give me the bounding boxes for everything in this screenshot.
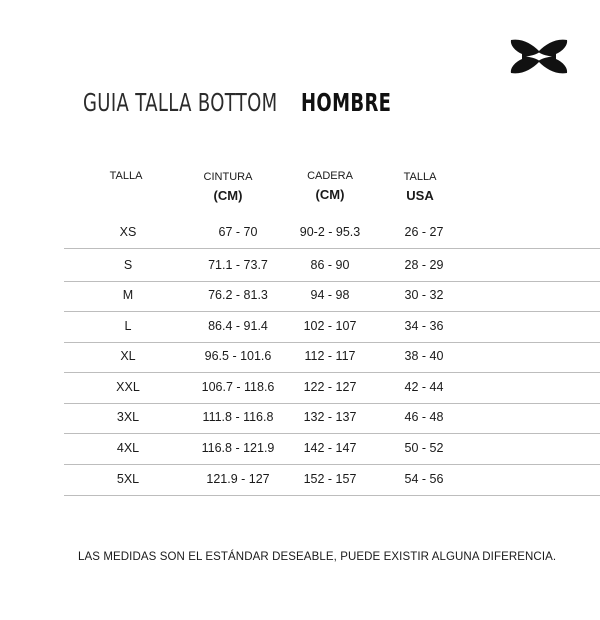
cell-talla: XS <box>119 225 137 239</box>
cell-talla: L <box>124 319 132 333</box>
cell-cintura: 96.5 - 101.6 <box>204 349 272 363</box>
cell-cadera: 94 - 98 <box>310 288 350 302</box>
table-row <box>64 402 600 432</box>
cell-cintura: 106.7 - 118.6 <box>201 380 275 394</box>
cell-cadera: 102 - 107 <box>303 319 357 333</box>
cell-cintura: 86.4 - 91.4 <box>208 319 268 333</box>
cell-talla: 5XL <box>116 472 140 486</box>
cell-cadera: 142 - 147 <box>303 441 357 455</box>
row-divider <box>64 248 600 249</box>
cell-cintura: 111.8 - 116.8 <box>202 410 274 424</box>
cell-talla: S <box>123 258 133 272</box>
table-row <box>64 341 600 371</box>
header-talla-usa: TALLA USA <box>403 171 437 204</box>
cell-talla: 4XL <box>116 441 140 455</box>
table-row <box>64 280 600 310</box>
cell-talla: XXL <box>116 380 140 394</box>
cell-cintura: 67 - 70 <box>218 225 258 239</box>
header-cadera: CADERA (CM) <box>307 170 353 203</box>
table-row <box>64 433 600 463</box>
cell-usa: 30 - 32 <box>404 288 444 302</box>
table-row <box>64 464 600 494</box>
cell-cadera: 90-2 - 95.3 <box>299 225 361 239</box>
cell-usa: 38 - 40 <box>404 349 444 363</box>
cell-cadera: 122 - 127 <box>303 380 357 394</box>
cell-usa: 26 - 27 <box>404 225 444 239</box>
cell-usa: 46 - 48 <box>404 410 444 424</box>
cell-cadera: 152 - 157 <box>303 472 357 486</box>
cell-cadera: 86 - 90 <box>310 258 350 272</box>
title-light: GUIA TALLA BOTTOM <box>83 88 278 117</box>
page-title <box>83 88 392 117</box>
cell-cintura: 116.8 - 121.9 <box>201 441 275 455</box>
cell-talla: M <box>122 288 134 302</box>
header-cintura: CINTURA (CM) <box>203 171 253 204</box>
table-row <box>64 217 600 247</box>
cell-usa: 42 - 44 <box>404 380 444 394</box>
cell-cintura: 71.1 - 73.7 <box>208 258 268 272</box>
cell-cadera: 132 - 137 <box>303 410 357 424</box>
cell-usa: 34 - 36 <box>404 319 444 333</box>
cell-talla: 3XL <box>116 410 140 424</box>
row-divider <box>64 495 600 496</box>
cell-usa: 50 - 52 <box>404 441 444 455</box>
under-armour-logo-icon <box>508 38 570 75</box>
cell-cintura: 76.2 - 81.3 <box>208 288 268 302</box>
cell-talla: XL <box>120 349 136 363</box>
table-row <box>64 372 600 402</box>
table-row <box>64 311 600 341</box>
header-talla: TALLA <box>109 170 143 182</box>
cell-usa: 28 - 29 <box>404 258 444 272</box>
title-bold: HOMBRE <box>301 88 392 117</box>
cell-cintura: 121.9 - 127 <box>206 472 270 486</box>
cell-usa: 54 - 56 <box>404 472 444 486</box>
table-row <box>64 250 600 280</box>
cell-cadera: 112 - 117 <box>304 349 356 363</box>
disclaimer-note: LAS MEDIDAS SON EL ESTÁNDAR DESEABLE, PUEDE EXISTIR ALGUNA DIFERENCIA. <box>78 551 557 563</box>
